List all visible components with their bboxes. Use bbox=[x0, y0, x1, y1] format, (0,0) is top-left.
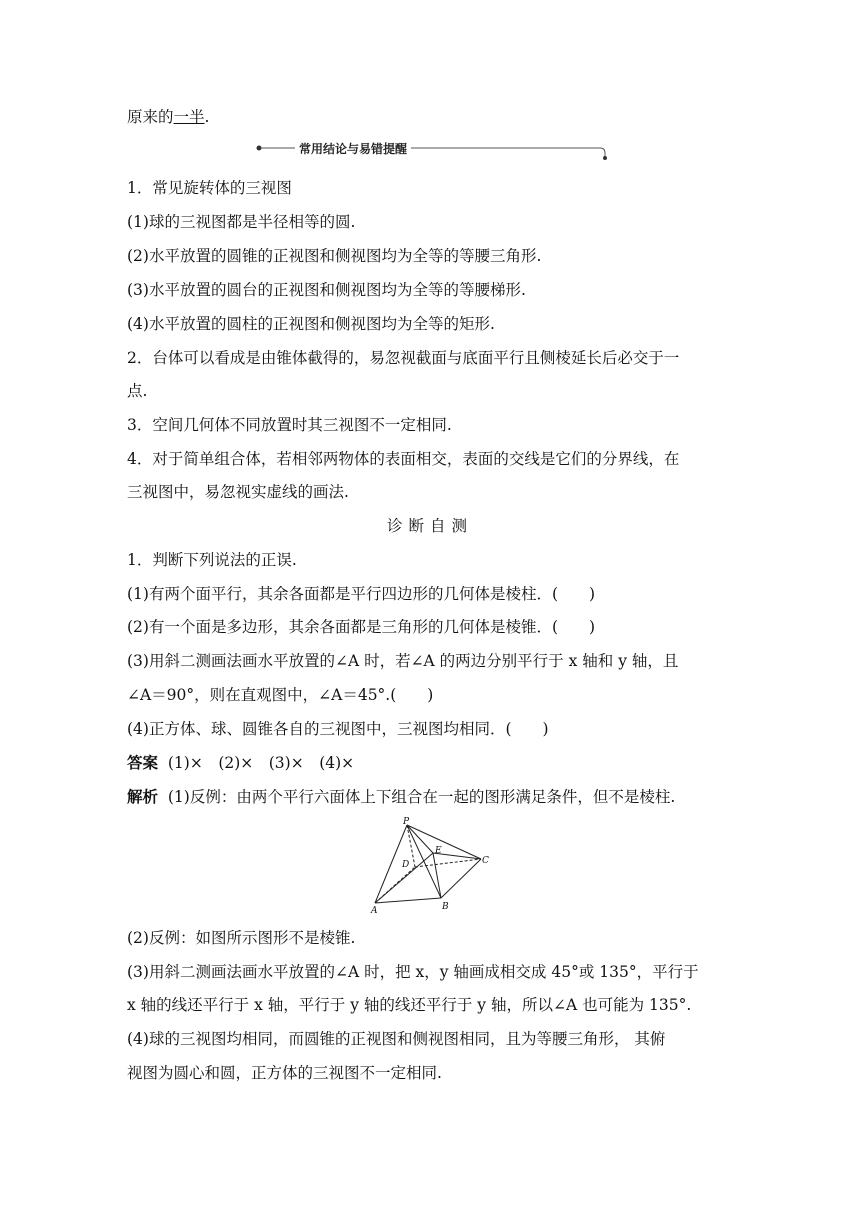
label-a: A bbox=[371, 906, 378, 915]
label-e: E bbox=[435, 846, 442, 856]
label-d: D bbox=[402, 860, 410, 870]
question-line: (2)有一个面是多边形，其余各面都是三角形的几何体是棱锥．( ) bbox=[127, 618, 596, 636]
pyramid-figure bbox=[365, 815, 495, 915]
conclusion-line: 2．台体可以看成是由锥体截得的，易忽视截面与底面平行且侧棱延长后必交于一 bbox=[127, 349, 680, 367]
analysis-label: 解析 bbox=[127, 788, 159, 806]
analysis-first: (1)反例：由两个平行六面体上下组合在一起的图形满足条件，但不是棱柱. bbox=[167, 788, 676, 806]
analysis-line: (4)球的三视图均相同，而圆锥的正视图和侧视图相同，且为等腰三角形， 其俯 bbox=[127, 1030, 666, 1048]
conclusion-line: 4．对于简单组合体，若相邻两物体的表面相交，表面的交线是它们的分界线，在 bbox=[127, 450, 680, 468]
label-c: C bbox=[482, 856, 489, 866]
banner-title: 常用结论与易错提醒 bbox=[295, 140, 411, 157]
conclusion-line: 点. bbox=[127, 382, 148, 400]
conclusion-line: 3．空间几何体不同放置时其三视图不一定相同. bbox=[127, 416, 452, 434]
analysis-line: (3)用斜二测画法画水平放置的∠A 时，把 x，y 轴画成相交成 45°或 135°，平行于 bbox=[127, 963, 699, 981]
top-line: 原来的一半. bbox=[127, 108, 210, 126]
analysis-line: x 轴的线还平行于 x 轴，平行于 y 轴的线还平行于 y 轴，所以∠A 也可能为 135°. bbox=[127, 996, 692, 1014]
label-b: B bbox=[442, 902, 449, 912]
conclusion-line: (3)水平放置的圆台的正视图和侧视图均为全等的等腰梯形. bbox=[127, 281, 526, 299]
conclusion-line: (1)球的三视图都是半径相等的圆. bbox=[127, 213, 356, 231]
answer-label: 答案 bbox=[127, 754, 159, 772]
conclusion-line: (4)水平放置的圆柱的正视图和侧视图均为全等的矩形. bbox=[127, 315, 495, 333]
question-line: (3)用斜二测画法画水平放置的∠A 时，若∠A 的两边分别平行于 x 轴和 y 轴，且 bbox=[127, 652, 679, 670]
analysis-line: 视图为圆心和圆，正方体的三视图不一定相同. bbox=[127, 1064, 442, 1082]
answer-text: (1)× (2)× (3)× (4)× bbox=[167, 754, 355, 772]
question-line: (4)正方体、球、圆锥各自的三视图中，三视图均相同．( ) bbox=[127, 720, 549, 738]
question-line: 1．判断下列说法的正误. bbox=[127, 551, 297, 569]
section-title: 诊断自测 bbox=[386, 517, 473, 535]
label-p: P bbox=[403, 817, 410, 827]
question-line: ∠A＝90°，则在直观图中，∠A＝45°.( ) bbox=[127, 686, 434, 704]
conclusion-line: 1．常见旋转体的三视图 bbox=[127, 179, 292, 197]
conclusion-line: (2)水平放置的圆锥的正视图和侧视图均为全等的等腰三角形. bbox=[127, 247, 542, 265]
analysis-line: (2)反例：如图所示图形不是棱锥. bbox=[127, 929, 356, 947]
conclusion-line: 三视图中，易忽视实虚线的画法. bbox=[127, 483, 349, 501]
answer-line bbox=[127, 752, 354, 774]
question-line: (1)有两个面平行，其余各面都是平行四边形的几何体是棱柱．( ) bbox=[127, 585, 596, 603]
analysis-line bbox=[127, 786, 675, 808]
section-banner bbox=[255, 136, 610, 166]
